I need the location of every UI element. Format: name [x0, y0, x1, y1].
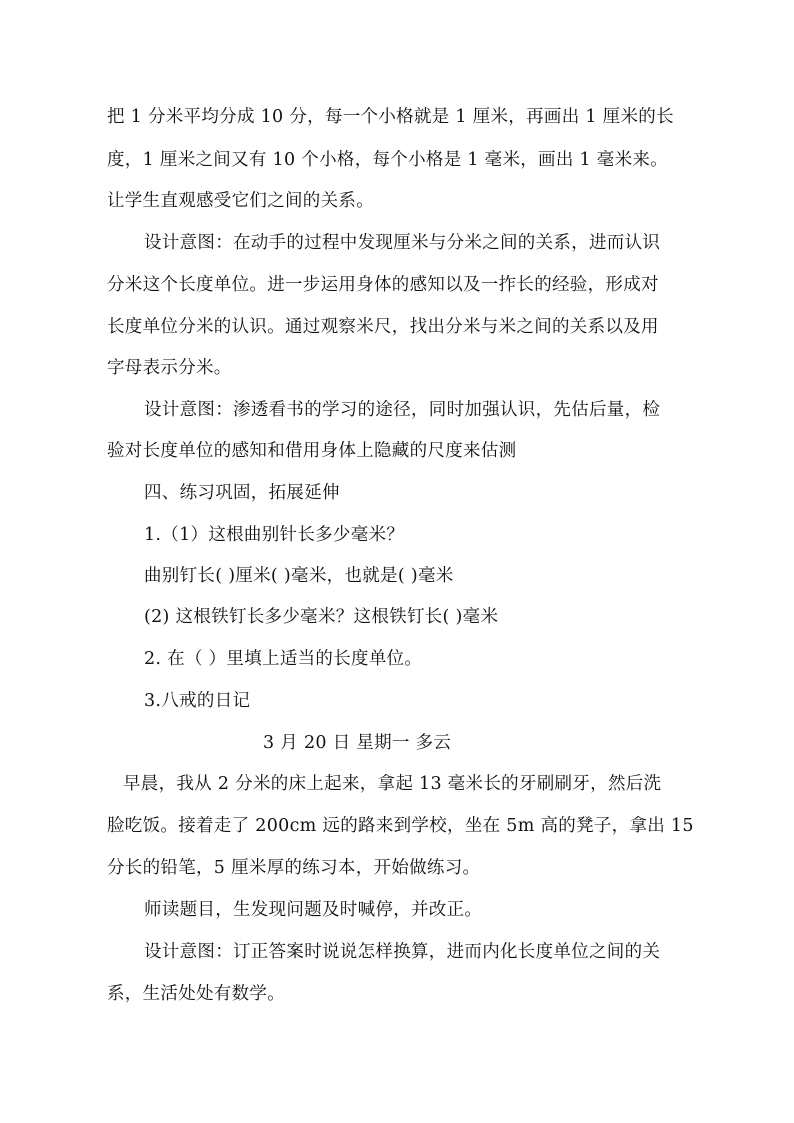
diary-header: 3 月 20 日 星期一 多云 [263, 733, 452, 753]
question-3: 3.八戒的日记 [144, 691, 251, 711]
question-1-part-2: (2) 这根铁钉长多少毫米？这根铁钉长( )毫米 [144, 607, 499, 627]
diary-line: 脸吃饭。接着走了 200cm 远的路来到学校，坐在 5m 高的凳子，拿出 15 [107, 816, 694, 836]
design-intent-line: 设计意图：订正答案时说说怎样换算，进而内化长度单位之间的关 [144, 942, 661, 962]
paragraph-line: 把 1 分米平均分成 10 分，每一个小格就是 1 厘米，再画出 1 厘米的长 [107, 107, 674, 127]
diary-line: 分长的铅笔，5 厘米厚的练习本，开始做练习。 [107, 858, 481, 878]
question-2: 2. 在（ ）里填上适当的长度单位。 [144, 649, 423, 669]
design-intent-line: 设计意图：在动手的过程中发现厘米与分米之间的关系，进而认识 [144, 233, 661, 253]
teacher-instruction: 师读题目，生发现问题及时喊停，并改正。 [144, 900, 483, 920]
section-heading: 四、练习巩固，拓展延伸 [144, 483, 340, 503]
question-1-answer: 曲别钉长( )厘米( )毫米，也就是( )毫米 [144, 566, 454, 586]
question-1: 1.（1）这根曲别针长多少毫米？ [144, 525, 405, 545]
paragraph-line: 度，1 厘米之间又有 10 个小格，每个小格是 1 毫米，画出 1 毫米来。 [107, 150, 669, 170]
diary-line: 早晨，我从 2 分米的床上起来，拿起 13 毫米长的牙刷刷牙，然后洗 [123, 774, 662, 794]
paragraph-line: 系，生活处处有数学。 [107, 984, 285, 1004]
design-intent-line: 设计意图：渗透看书的学习的途径，同时加强认识，先估后量，检 [144, 400, 661, 420]
paragraph-line: 长度单位分米的认识。通过观察米尺，找出分米与米之间的关系以及用 [107, 317, 659, 337]
paragraph-line: 让学生直观感受它们之间的关系。 [107, 191, 374, 211]
paragraph-line: 分米这个长度单位。进一步运用身体的感知以及一拃长的经验，形成对 [107, 275, 659, 295]
paragraph-line: 验对长度单位的感知和借用身体上隐藏的尺度来估测 [107, 441, 517, 461]
paragraph-line: 字母表示分米。 [107, 358, 232, 378]
